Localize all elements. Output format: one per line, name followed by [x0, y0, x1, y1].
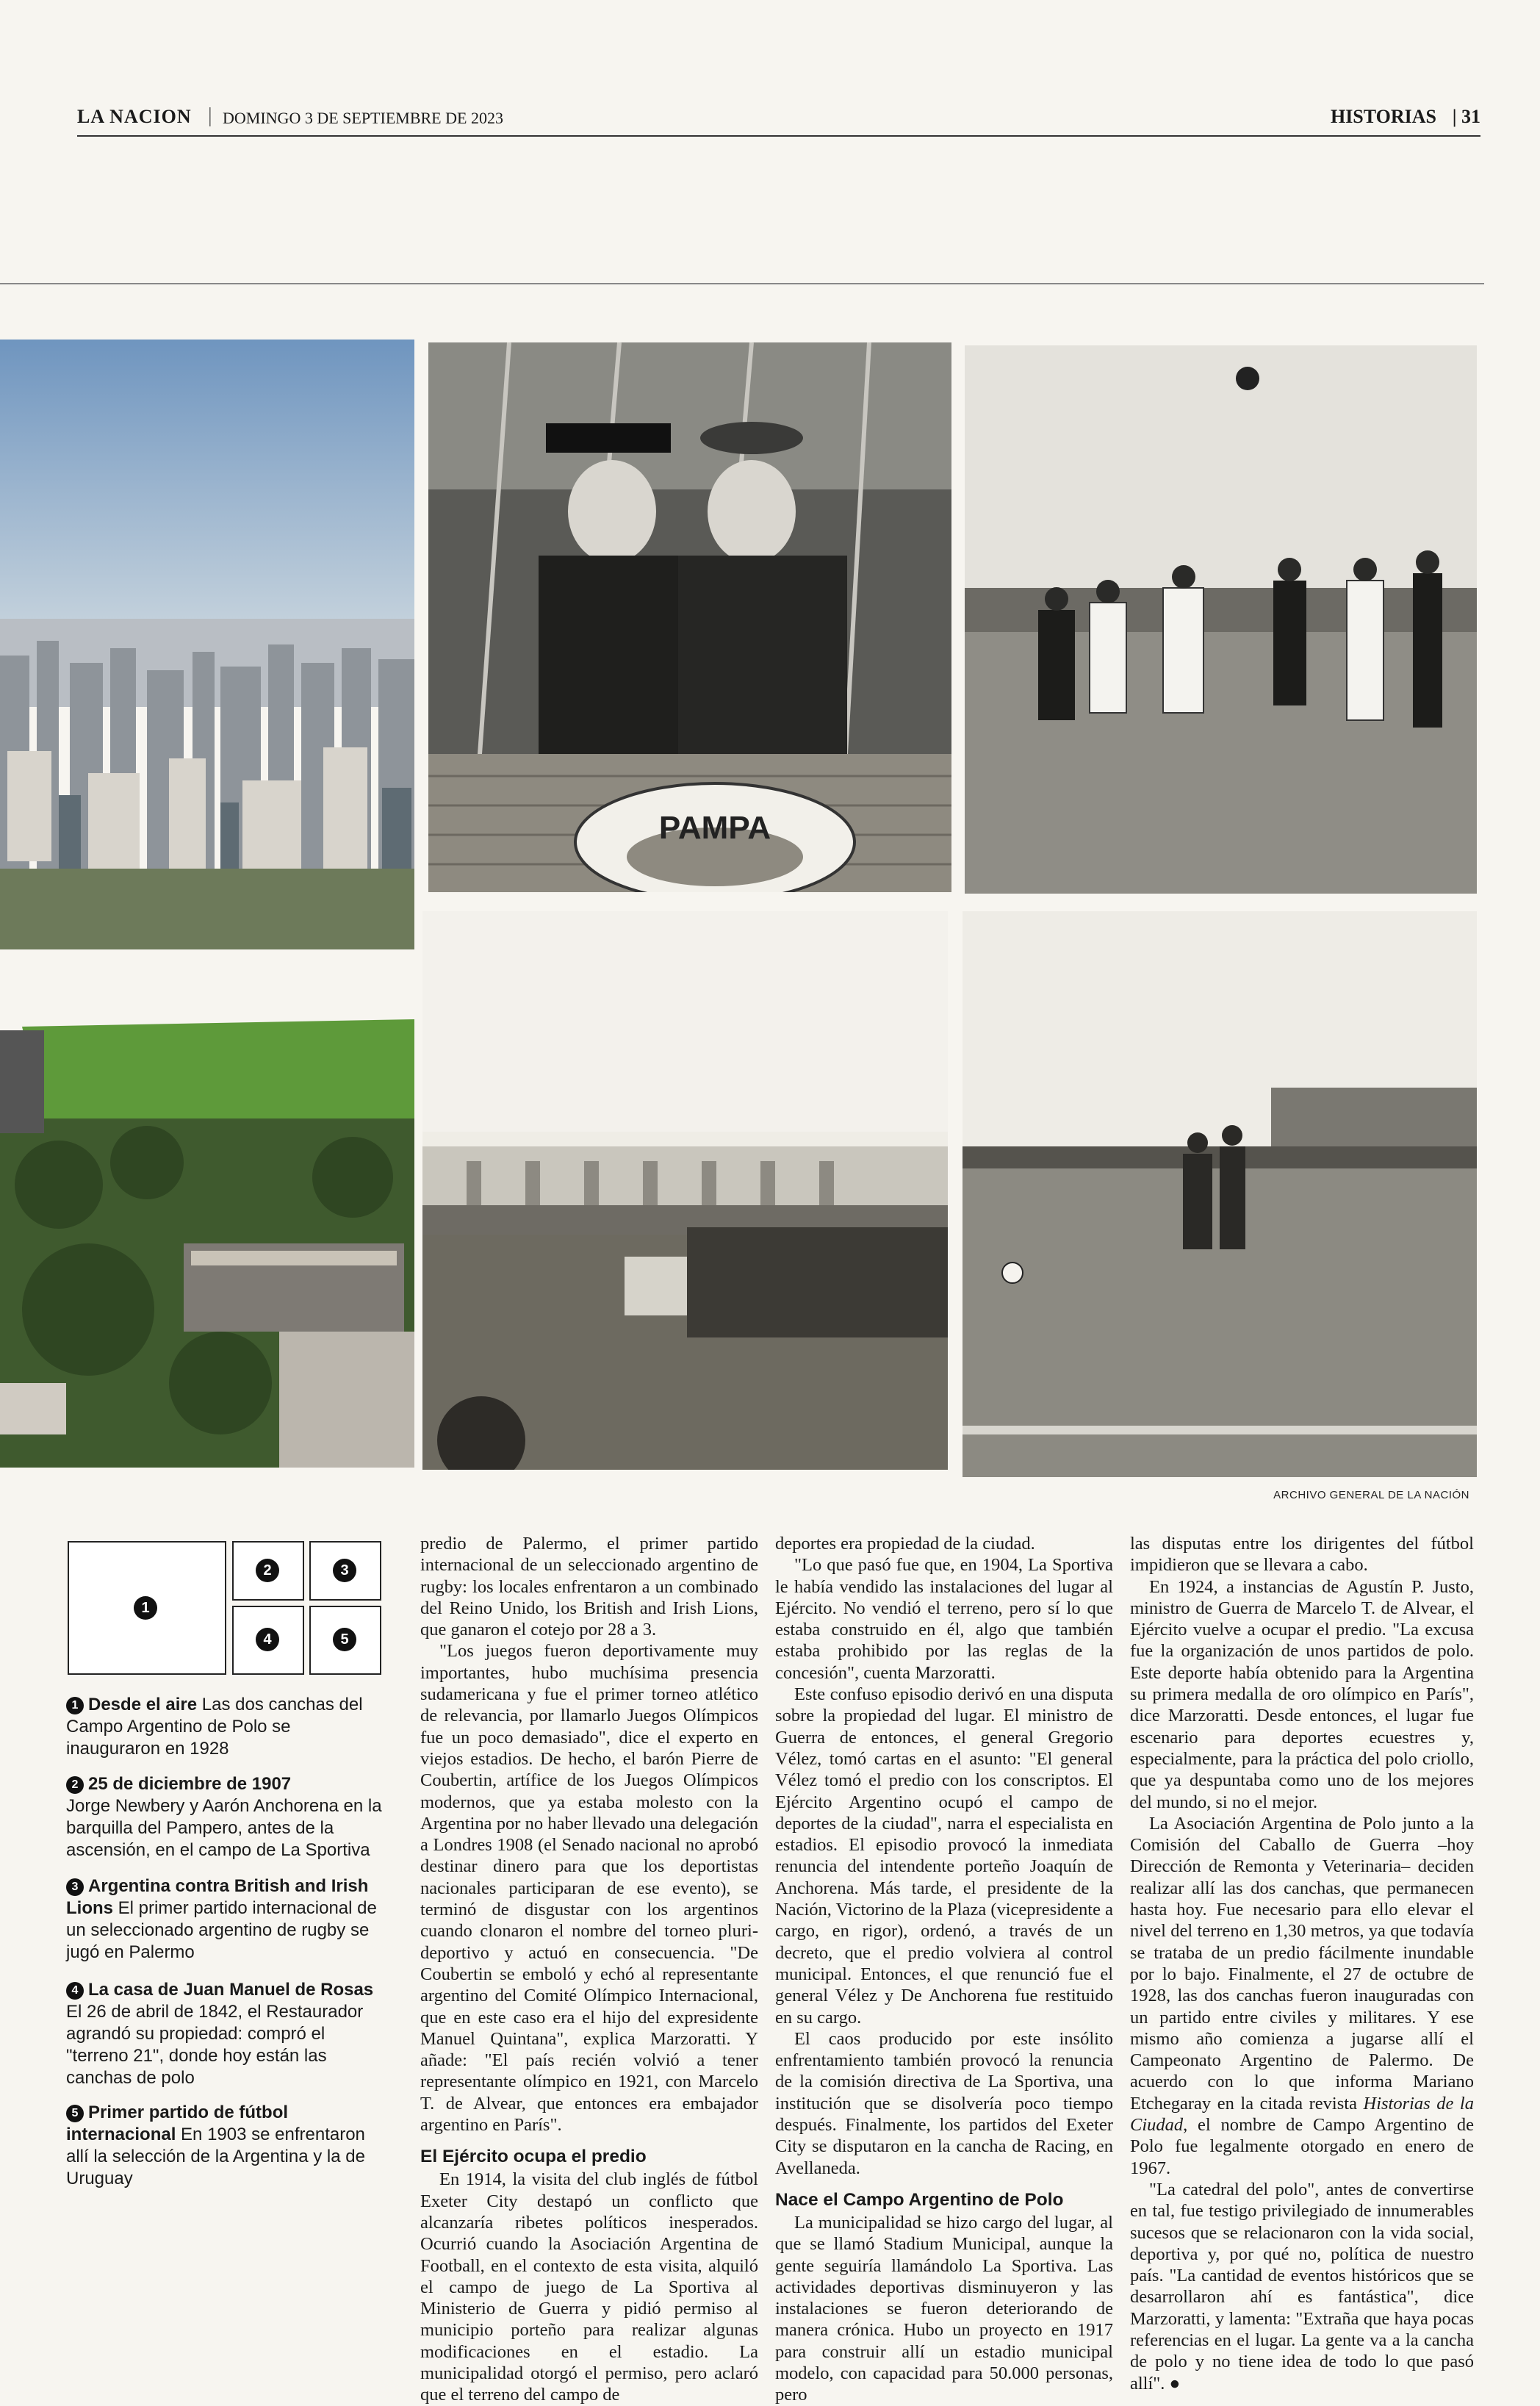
photo-credit: ARCHIVO GENERAL DE LA NACIÓN [1273, 1489, 1469, 1501]
paragraph: En 1914, la visita del club inglés de fútbol Exeter City destapó un conflicto que alcanzaría ribetes políticos inesperados. Ocurrió cuando la Asociación Argentina de Football, en el contexto de esta visita, alquiló el campo de juego de La Sportiva al Ministerio de Guerra y pidió permiso al municipio porteño para realizar algunas modificaciones en el estadio. La municipalidad otorgó el permiso, pero aclaró que el terreno del campo de [420, 2169, 758, 2405]
photo-balloon-basket [428, 342, 951, 892]
paragraph: "La catedral del polo", antes de convertirse en tal, fue testigo privilegiado de innumerables sucesos que se relacionaron con la vida social, deportiva y, por qué no, política de nuestro país. "La cantidad de eventos históricos que se desarrollaron ahí es fantástica", dice Marzoratti, y lamenta: "Extraña que haya pocas referencias en el lugar. La gente va a la cancha de polo y no tiene idea de todo lo que pasó allí". ● [1130, 2179, 1474, 2394]
article-column-2 [775, 1533, 1113, 2406]
photo-key-5 [309, 1606, 381, 1675]
photo-key-large [68, 1541, 226, 1675]
page-number: | 31 [1452, 106, 1480, 127]
paragraph: En 1924, a instancias de Agustín P. Justo, ministro de Guerra de Marcelo T. de Alvear, el Ejército vuelve a ocupar el predio. "La excusa fue la organización de unos partidos de polo. Este deporte había obtenido para la Argentina su primera medalla de oro olímpico en París", dice Marzoratti. Desde entonces, el lugar fue escenario para deportes ecuestres y, especialmente, para la práctica del polo criollo, que ya despuntaba como uno de los mejores del mundo, si no el mejor. [1130, 1576, 1474, 1812]
photo-rugby-match [965, 345, 1477, 894]
photo-key-3 [309, 1541, 381, 1601]
newspaper-brand: LA NACION [77, 106, 192, 127]
caption-4: 4 La casa de Juan Manuel de Rosas El 26 de abril de 1842, el Restaurador agrandó su propiedad: compró el "terreno 21", donde hoy están las canchas de polo [66, 1980, 374, 2088]
paragraph: "Los juegos fueron deportivamente muy importantes, hubo muchísima presencia sudamericana y fue el primer torneo atlético de relevancia, por llamarlo Juegos Olímpicos fue un poco demasiado", dice el experto en viejos estadios. De hecho, el barón Pierre de Coubertin, artífice de los Juegos Olímpicos modernos, que ya estaba molesto con la Argentina por no haber llevado una delegación a Londres 1908 (el Senado nacional no aprobó destinar dinero para que los deportistas nacionales participaran de ese evento), se terminó de disgustar con los argentinos cuando clonaron el nombre del torneo plurideportivo y actuó en consecuencia. "De Coubertin se emboló y echó al representante argentino del Comité Olímpico Internacional, que en este caso era el hijo del expresidente Manuel Quintana", explica Marzoratti. Y añade: "El país recién volvió a tener representante olímpico en 1921, con Marcelo T. de Alvear, que entonces era embajador argentino en París". [420, 1641, 758, 2136]
paragraph: La Asociación Argentina de Polo junto a la Comisión del Caballo de Guerra –hoy Dirección de Remonta y Veterinaria– deciden realizar allí las dos canchas, que permanecen hasta hoy. Fue necesario para ello elevar el nivel del terreno en 1,30 metros, ya que todavía se trataba de un predio fácilmente inundable por lo bajo. Finalmente, el 27 de octubre de 1928, las dos canchas fueron inauguradas con un partido entre civiles y militares. Y ese mismo año comienza a jugarse allí el Campeonato Argentino de Palermo. De acuerdo con lo que informa Mariano Etchegaray en la citada revista Historias de la Ciudad, el nombre de Campo Argentino de Polo fue legalmente otorgado en enero de 1967. [1130, 1813, 1474, 2178]
paragraph: las disputas entre los dirigentes del fútbol impidieron que se llevara a cabo. [1130, 1534, 1474, 1576]
photo-aerial-view [0, 340, 414, 1468]
caption-3: 3 Argentina contra British and Irish Lions El primer partido internacional de un seleccionado argentino de rugby se jugó en Palermo [66, 1876, 377, 1962]
header-rule [0, 283, 1484, 284]
caption-2: 2 25 de diciembre de 1907 Jorge Newbery y Aarón Anchorena en la barquilla del Pampero, antes de la ascensión, en el campo de La Sportiva [66, 1774, 382, 1860]
key-number-5: 5 [333, 1628, 356, 1651]
caption-1: 1 Desde el aire Las dos canchas del Campo Argentino de Polo se inauguraron en 1928 [66, 1695, 363, 1759]
section-name: HISTORIAS [1330, 106, 1436, 127]
article-column-3 [1130, 1533, 1474, 2394]
issue-date: DOMINGO 3 DE SEPTIEMBRE DE 2023 [223, 109, 503, 127]
paragraph: El caos producido por este insólito enfrentamiento también provocó la renuncia de la comisión directiva de La Sportiva, una institución que se disolvería poco tiempo después. Finalmente, los partidos del Exeter City se disputaron en la cancha de Racing, en Avellaneda. [775, 2028, 1113, 2178]
subheading: El Ejército ocupa el predio [420, 2147, 647, 2167]
key-number-4: 4 [256, 1628, 279, 1651]
pampa-lettering: PAMPA [658, 810, 771, 846]
end-mark-icon: ● [1169, 2373, 1181, 2394]
photo-football-match [962, 911, 1477, 1477]
caption-5: 5 Primer partido de fútbol internacional En 1903 se enfrentaron allí la selección de la Argentina y la de Uruguay [66, 2102, 365, 2188]
header-separator: | [208, 104, 212, 127]
paragraph: predio de Palermo, el primer partido internacional de un seleccionado argentino de rugby: los locales enfrentaron a un combinado del Reino Unido, los British and Irish Lions, que ganaron el cotejo por 28 a 3. [420, 1534, 758, 1640]
key-number-1: 1 [134, 1596, 157, 1620]
key-number-2: 2 [256, 1559, 279, 1582]
article-column-1 [420, 1533, 758, 2406]
photo-key-4 [232, 1606, 304, 1675]
page-header [77, 103, 1480, 137]
key-number-3: 3 [333, 1559, 356, 1582]
paragraph: "Lo que pasó fue que, en 1904, La Sportiva le había vendido las instalaciones del lugar al Ejército. No vendió el terreno, pero sí lo que estaba construido en él, algo que también estaba prohibido por las reglas de la concesión", cuenta Marzoratti. [775, 1555, 1113, 1683]
photo-historic-building [422, 911, 948, 1470]
paragraph: La municipalidad se hizo cargo del lugar, al que se llamó Stadium Municipal, aunque la gente seguiría llamándolo La Sportiva. Las actividades deportivas disminuyeron y las instalaciones se fueron deteriorando de manera crónica. Hubo un proyecto en 1917 para construir allí un estadio municipal modelo, con capacidad para 50.000 personas, pero [775, 2212, 1113, 2405]
paragraph: deportes era propiedad de la ciudad. [775, 1534, 1035, 1554]
subheading: Nace el Campo Argentino de Polo [775, 2189, 1064, 2210]
photo-key-2 [232, 1541, 304, 1601]
paragraph: Este confuso episodio derivó en una disputa sobre la propiedad del lugar. El ministro de Guerra de entonces, el general Gregorio Vélez, tomó cartas en el asunto: "El general Vélez tomó el predio con los conscriptos. El Ejército Argentino ocupó el campo de deportes de la ciudad", narra el especialista en estadios. El episodio provocó la inmediata renuncia del intendente porteño Joaquín de Anchorena. Más tarde, el presidente de la Nación, Victorino de la Plaza (vicepresidente a cargo, en rigor), ordenó, a través de un decreto, que el predio volviera al control municipal. Entonces, el que renunció fue el general Vélez y De Anchorena fue restituido en su cargo. [775, 1684, 1113, 2028]
